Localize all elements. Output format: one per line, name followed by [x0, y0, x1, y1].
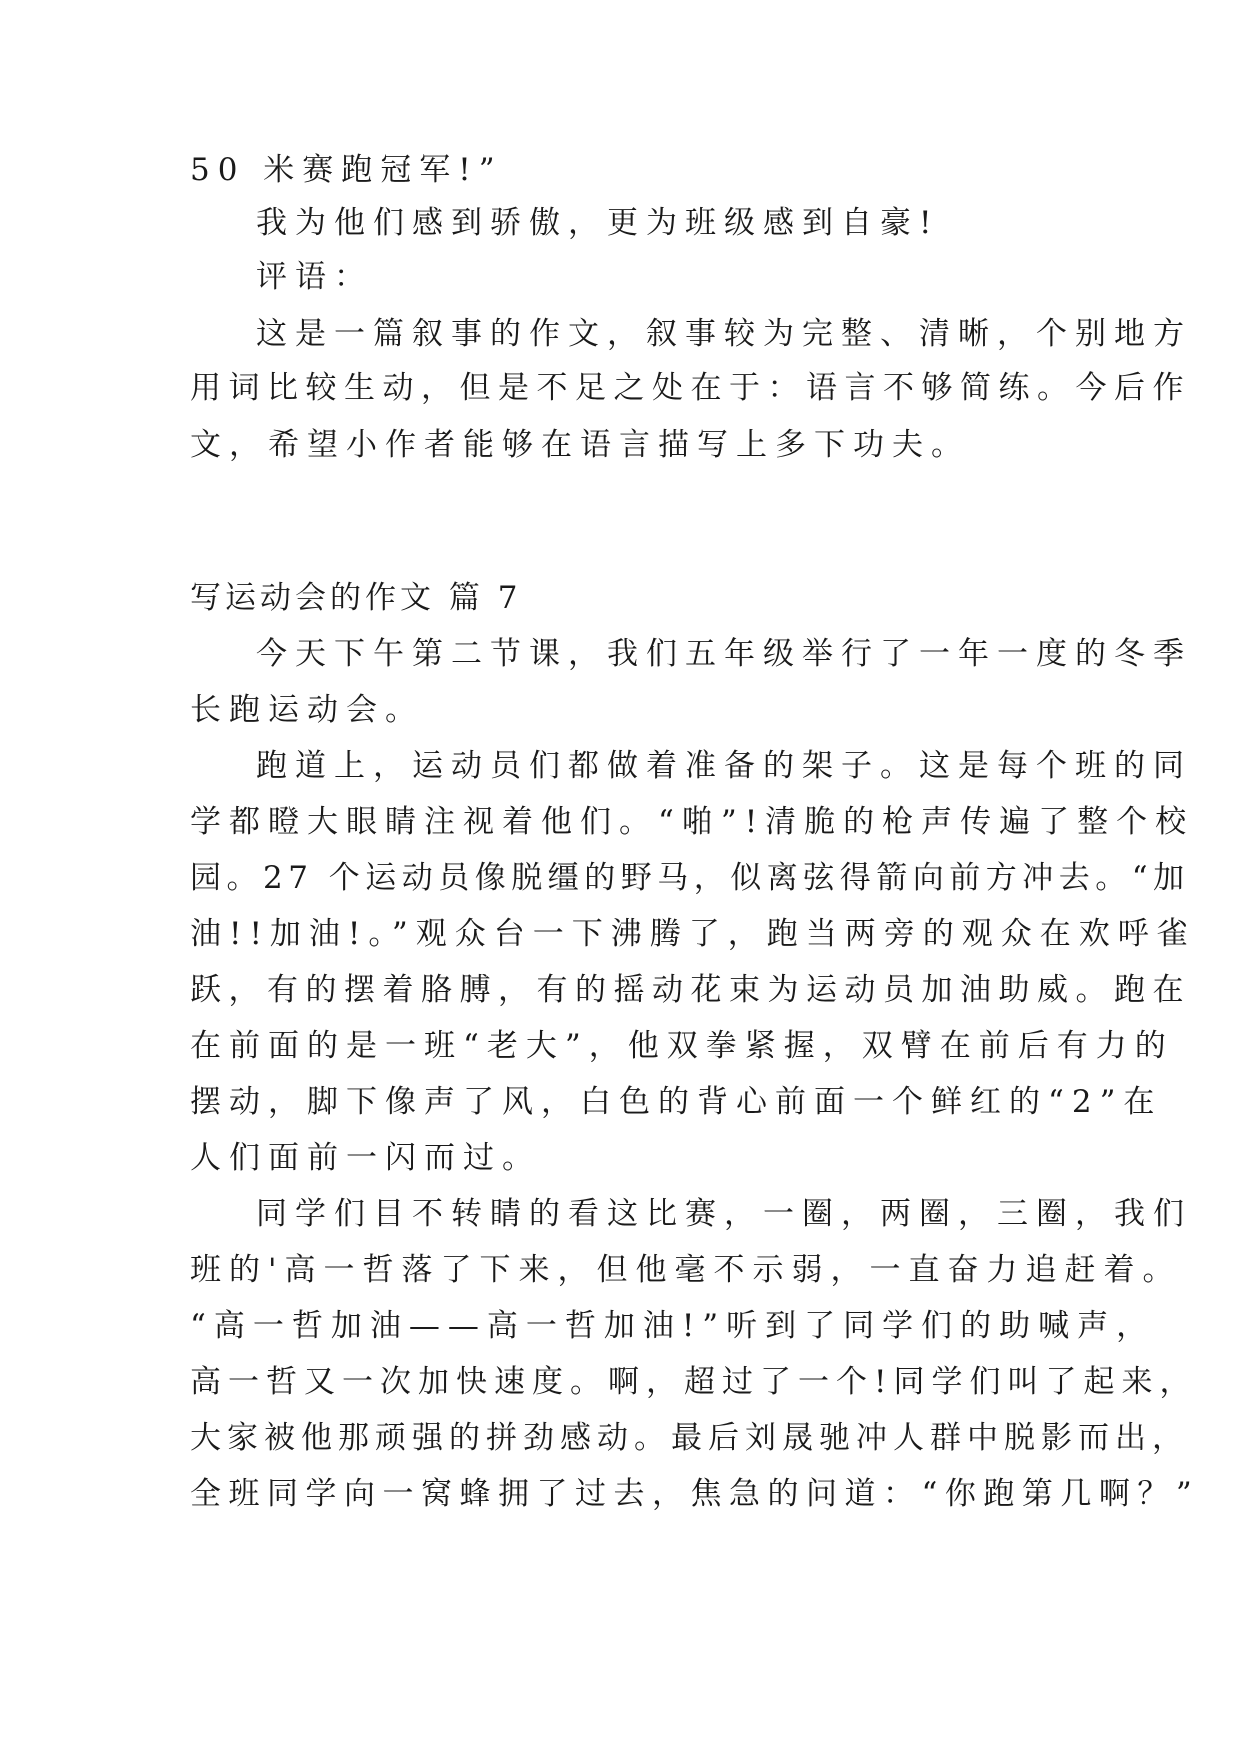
text-line: 50 米赛跑冠军!” [190, 152, 503, 188]
text-line: 同学们目不转睛的看这比赛，一圈，两圈，三圈，我们 [256, 1196, 1192, 1232]
text-line: 我为他们感到骄傲，更为班级感到自豪! [256, 205, 940, 241]
text-line: “高一哲加油——高一哲加油!”听到了同学们的助喊声， [190, 1308, 1156, 1344]
text-line: 学都瞪大眼睛注视着他们。“啪”!清脆的枪声传遍了整个校 [190, 804, 1195, 840]
text-line: 评语： [256, 259, 373, 295]
text-line: 这是一篇叙事的作文，叙事较为完整、清晰，个别地方 [256, 316, 1192, 352]
section-heading: 写运动会的作文 篇 7 [190, 580, 522, 616]
text-line: 用词比较生动，但是不足之处在于：语言不够简练。今后作 [190, 370, 1191, 406]
text-line: 摆动，脚下像声了风，白色的背心前面一个鲜红的“2”在 [190, 1084, 1163, 1120]
text-line: 大家被他那顽强的拼劲感动。最后刘晟驰冲人群中脱影而出， [190, 1420, 1189, 1456]
text-line: 今天下午第二节课，我们五年级举行了一年一度的冬季 [256, 636, 1192, 672]
text-line: 油!!加油!。”观众台一下沸腾了，跑当两旁的观众在欢呼雀 [190, 916, 1196, 952]
text-line: 高一哲又一次加快速度。啊，超过了一个!同学们叫了起来， [190, 1364, 1198, 1400]
text-line: 在前面的是一班“老大”，他双拳紧握，双臂在前后有力的 [190, 1028, 1174, 1064]
text-line: 跃，有的摆着胳膊，有的摇动花束为运动员加油助威。跑在 [190, 972, 1191, 1008]
text-line: 人们面前一闪而过。 [190, 1140, 541, 1176]
text-line: 园。27 个运动员像脱缰的野马，似离弦得箭向前方冲去。“加 [190, 860, 1190, 896]
text-line: 文，希望小作者能够在语言描写上多下功夫。 [190, 427, 970, 463]
text-line: 全班同学向一窝蜂拥了过去，焦急的问道：“你跑第几啊？” [190, 1476, 1200, 1512]
text-line: 长跑运动会。 [190, 692, 424, 728]
text-line: 班的'高一哲落了下来，但他毫不示弱，一直奋力追赶着。 [190, 1252, 1182, 1288]
text-line: 跑道上，运动员们都做着准备的架子。这是每个班的同 [256, 748, 1192, 784]
